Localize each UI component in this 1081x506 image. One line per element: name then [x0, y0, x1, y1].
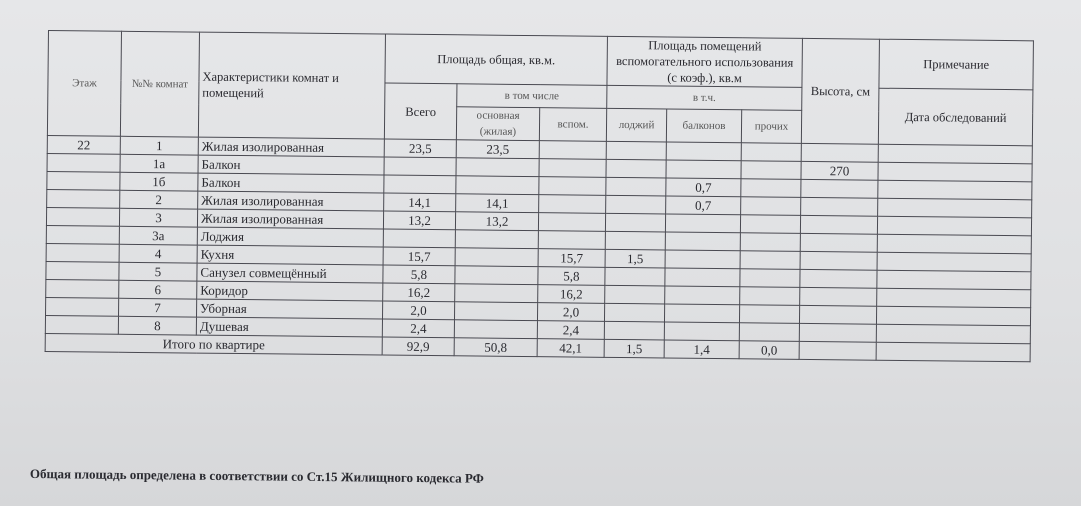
cell-other: [741, 161, 801, 180]
cell-date: [878, 180, 1032, 200]
cell-height: [800, 233, 877, 252]
cell-height: [800, 251, 877, 270]
cell-date: [877, 252, 1031, 272]
cell-height: [801, 143, 878, 162]
header-loggias: лоджий: [606, 108, 666, 142]
cell-other: [741, 197, 801, 216]
cell-height: [800, 215, 877, 234]
header-balconies: балконов: [666, 109, 741, 143]
cell-total: [384, 157, 456, 176]
cell-room: 1: [120, 136, 198, 155]
cell-name: Санузел совмещённый: [197, 263, 383, 283]
cell-balcony: [665, 214, 740, 233]
cell-name: Жилая изолированная: [198, 137, 384, 157]
cell-main: [455, 248, 538, 267]
cell-name: Уборная: [197, 299, 383, 319]
cell-floor: [46, 225, 119, 244]
cell-total: 23,5: [384, 139, 456, 158]
cell-date: [877, 270, 1031, 290]
footer-note: Общая площадь определена в соответствии со Ст.15 Жилищного кодекса РФ: [29, 466, 484, 486]
cell-main: [455, 266, 538, 285]
cell-floor: [47, 171, 120, 190]
cell-loggia: [605, 267, 665, 286]
cell-height: [801, 197, 878, 216]
cell-balcony: [665, 250, 740, 269]
cell-loggia: [606, 159, 666, 178]
cell-balcony: 0,7: [666, 178, 741, 197]
cell-room: 7: [119, 298, 197, 317]
header-main-living: основная (жилая): [456, 107, 539, 141]
cell-aux: [539, 141, 606, 160]
header-total: Всего: [384, 83, 457, 140]
cell-main: [454, 320, 537, 339]
cell-date: [876, 324, 1030, 344]
totals-date: [876, 342, 1030, 362]
cell-balcony: [665, 232, 740, 251]
cell-balcony: [664, 304, 739, 323]
cell-floor: [46, 243, 119, 262]
cell-aux: 5,8: [538, 267, 605, 286]
cell-name: Жилая изолированная: [198, 191, 384, 211]
cell-date: [877, 288, 1031, 308]
cell-other: [740, 251, 800, 270]
totals-total: 92,9: [382, 337, 454, 356]
cell-total: [384, 175, 456, 194]
cell-total: 2,0: [382, 301, 454, 320]
cell-floor: [47, 153, 120, 172]
cell-aux: 2,4: [537, 321, 604, 340]
cell-name: Душевая: [196, 317, 382, 337]
cell-balcony: 0,7: [666, 196, 741, 215]
cell-other: [740, 287, 800, 306]
cell-other: [740, 215, 800, 234]
header-room-no: №№ комнат: [120, 31, 199, 137]
totals-height: [799, 341, 876, 360]
totals-aux: 42,1: [537, 339, 604, 358]
cell-name: Жилая изолированная: [197, 209, 383, 229]
cell-other: [741, 143, 801, 162]
cell-height: [800, 287, 877, 306]
cell-main: [455, 284, 538, 303]
cell-loggia: [604, 303, 664, 322]
totals-balcony: 1,4: [664, 340, 739, 359]
cell-total: [383, 229, 455, 248]
cell-aux: 15,7: [538, 249, 605, 268]
totals-other: 0,0: [739, 341, 799, 360]
cell-aux: 2,0: [537, 303, 604, 322]
cell-loggia: [605, 231, 665, 250]
cell-floor: [46, 207, 119, 226]
cell-loggia: [604, 321, 664, 340]
cell-date: [876, 306, 1030, 326]
cell-total: 14,1: [384, 193, 456, 212]
cell-floor: [46, 297, 119, 316]
totals-label: Итого по квартире: [45, 333, 382, 355]
cell-date: [878, 198, 1032, 218]
cell-room: 4: [119, 244, 197, 263]
apartment-area-table: [45, 30, 1034, 362]
cell-balcony: [666, 160, 741, 179]
cell-loggia: [605, 213, 665, 232]
cell-floor: 22: [47, 135, 120, 154]
cell-total: 16,2: [383, 283, 455, 302]
cell-room: 5: [119, 262, 197, 281]
cell-name: Лоджия: [197, 227, 383, 247]
header-survey-date: Дата обследований: [878, 88, 1033, 146]
cell-balcony: [666, 142, 741, 161]
cell-date: [878, 162, 1032, 182]
cell-other: [739, 323, 799, 342]
header-note: Примечание: [879, 39, 1034, 90]
cell-balcony: [665, 268, 740, 287]
cell-room: 1а: [120, 154, 198, 173]
cell-height: [800, 269, 877, 288]
header-other: прочих: [741, 110, 801, 144]
cell-main: 14,1: [456, 194, 539, 213]
cell-main: 23,5: [456, 140, 539, 159]
cell-other: [740, 233, 800, 252]
cell-height: [801, 179, 878, 198]
cell-main: [456, 158, 539, 177]
cell-date: [878, 144, 1032, 164]
cell-room: 8: [118, 316, 196, 335]
cell-floor: [45, 315, 118, 334]
cell-name: Коридор: [197, 281, 383, 301]
header-including: в том числе: [457, 84, 607, 109]
header-height: Высота, см: [801, 38, 879, 144]
cell-main: [456, 176, 539, 195]
cell-floor: [46, 261, 119, 280]
cell-balcony: [664, 322, 739, 341]
cell-loggia: [605, 285, 665, 304]
cell-floor: [46, 279, 119, 298]
cell-balcony: [665, 286, 740, 305]
cell-date: [877, 216, 1031, 236]
header-auxiliary: вспом.: [539, 108, 606, 142]
cell-aux: 16,2: [538, 285, 605, 304]
cell-height: 270: [801, 161, 878, 180]
cell-aux: [538, 231, 605, 250]
header-characteristics: Характеристики комнат и помещений: [198, 32, 385, 139]
header-total-area: Площадь общая, кв.м.: [385, 34, 608, 85]
cell-other: [739, 305, 799, 324]
cell-aux: [538, 213, 605, 232]
cell-total: 13,2: [383, 211, 455, 230]
cell-date: [877, 234, 1031, 254]
cell-room: 1б: [120, 172, 198, 191]
cell-main: 13,2: [455, 212, 538, 231]
cell-aux: [539, 159, 606, 178]
cell-aux: [539, 195, 606, 214]
header-aux-area: Площадь помещений вспомогательного использования (с коэф.), кв.м: [607, 36, 803, 87]
cell-loggia: [606, 195, 666, 214]
cell-floor: [47, 189, 120, 208]
cell-main: [454, 302, 537, 321]
totals-main: 50,8: [454, 338, 537, 357]
cell-height: [799, 323, 876, 342]
cell-name: Балкон: [198, 155, 384, 175]
header-floor: Этаж: [47, 31, 121, 137]
cell-aux: [539, 177, 606, 196]
cell-total: 15,7: [383, 247, 455, 266]
cell-height: [800, 305, 877, 324]
cell-loggia: [606, 177, 666, 196]
cell-room: 2: [120, 190, 198, 209]
cell-other: [741, 179, 801, 198]
cell-name: Кухня: [197, 245, 383, 265]
cell-room: 6: [119, 280, 197, 299]
cell-total: 2,4: [382, 319, 454, 338]
cell-total: 5,8: [383, 265, 455, 284]
cell-room: 3: [119, 208, 197, 227]
totals-loggia: 1,5: [604, 339, 664, 358]
cell-loggia: [606, 141, 666, 160]
header-incl-short: в т.ч.: [607, 85, 802, 110]
cell-room: 3а: [119, 226, 197, 245]
cell-main: [455, 230, 538, 249]
cell-name: Балкон: [198, 173, 384, 193]
cell-loggia: 1,5: [605, 249, 665, 268]
cell-other: [740, 269, 800, 288]
